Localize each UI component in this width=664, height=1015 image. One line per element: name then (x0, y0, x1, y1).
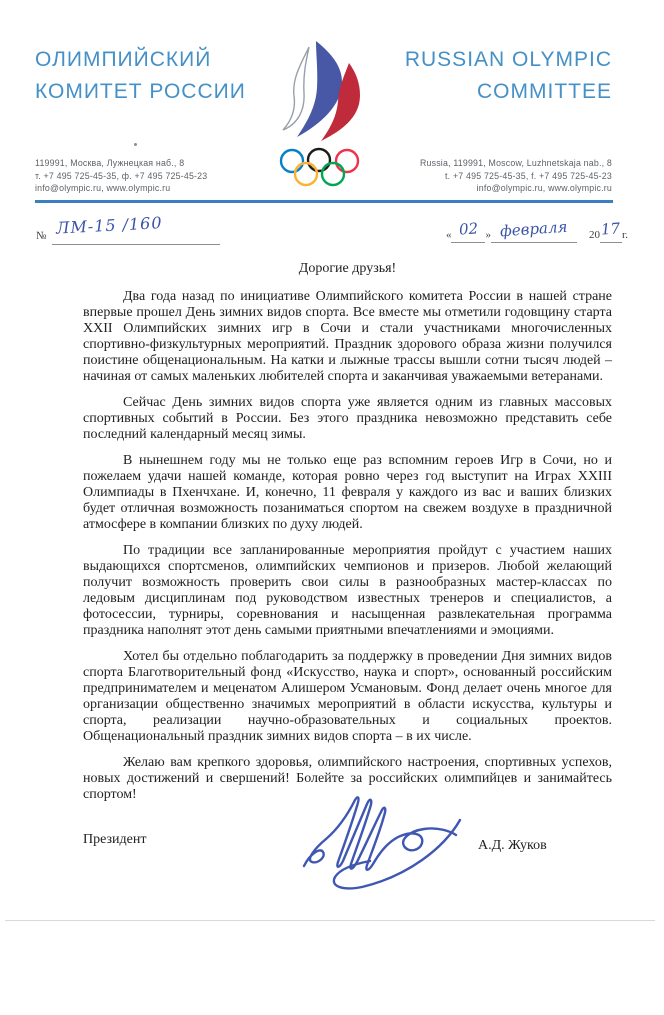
roc-flame-olympic-rings-logo (262, 14, 394, 198)
date-open-quote: « (445, 229, 452, 241)
roc-title-english (405, 44, 612, 108)
salutation: Дорогие друзья! (298, 261, 397, 276)
paragraph-6: Желаю вам крепкого здоровья, олимпийского настроения, спортивных успехов, новых достижений и свершений! Болейте за российских олимпийцев и занимайтесь спортом! (83, 755, 612, 802)
reference-number-line (52, 213, 220, 245)
paragraph-2: Сейчас День зимних видов спорта уже является одним из главных массовых спортивных событий в России. Без этого праздника невозможно представить себе последний календарный месяц зимы. (83, 395, 612, 442)
scan-dot-artifact (134, 143, 137, 146)
date-month-handwritten: февраля (499, 217, 569, 241)
roc-title-russian-line1: ОЛИМПИЙСКИЙ (35, 48, 212, 71)
paragraph-1: Два года назад по инициативе Олимпийского комитета России в нашей стране впервые прошел День зимних видов спорта. Все вместе мы отметили годовщину старта XXII Олимпийских зимних игр в Сочи и стали участниками многочисленных спортивно-физкультурных мероприятий. Праздник здорового образа жизни получился поистине общенациональным. На катки и лыжные трассы вышли сотни тысяч людей – начиная от самых маленьких любителей спорта и заканчивая уважаемыми ветеранами. (83, 289, 612, 384)
address-english-street: Russia, 119991, Moscow, Luzhnetskaja nab., 8 (419, 158, 612, 168)
olympic-rings (281, 149, 358, 185)
ring-blue (281, 150, 303, 172)
address-russian-web: info@olympic.ru, www.olympic.ru (35, 183, 171, 193)
date-year-handwritten: 17 (600, 219, 622, 239)
signature-main-stroke (304, 797, 456, 869)
date-month-line (491, 217, 577, 243)
roc-title-russian (35, 44, 246, 108)
date-day-line (451, 220, 485, 243)
address-russian-phones: т. +7 495 725-45-35, ф. +7 495 725-45-23 (35, 170, 208, 181)
paragraph-3: В нынешнем году мы не только еще раз вспомним героев Игр в Сочи, но и пожелаем удачи нашей команде, которая ровно через год выступит на Играх XXIII Олимпиады в Пхенчхане. И, конечно, 11 февраля у каждого из вас и ваших близких будет отличная возможность позаниматься спортом на свежем воздухе в праздничной атмосфере в компании близких по духу людей. (83, 453, 612, 532)
paragraph-4: По традиции все запланированные мероприятия пройдут с участием наших выдающихся спортсменов, олимпийских чемпионов и призеров. Любой желающий получит возможность проверить свои силы в разнообразных мастер-классах по ледовым дисциплинам под руководством известных тренеров и специалистов, а фотосессии, турниры, соревнования и насыщенная развлекательная программа праздника наполнят этот день самыми приятными впечатлениями и эмоциями. (83, 543, 612, 638)
reference-number-handwritten: ЛМ-15 /160 (55, 213, 163, 238)
letter-body (83, 261, 612, 813)
address-english (420, 157, 612, 195)
date-block (445, 217, 628, 250)
date-close-quote: » (485, 229, 491, 241)
address-russian-street: 119991, Москва, Лужнецкая наб., 8 (35, 158, 185, 168)
signer-name: А.Д. Жуков (478, 838, 547, 853)
ring-yellow (295, 163, 317, 185)
address-english-phones: t. +7 495 725-45-35, f. +7 495 725-45-23 (445, 170, 612, 181)
flame-white-tongue (283, 47, 309, 130)
signer-title: Президент (83, 832, 147, 847)
date-year-suffix: г. (621, 229, 628, 241)
ring-black (308, 149, 330, 171)
ring-green (322, 163, 344, 185)
reference-row (36, 213, 628, 250)
date-year-line (600, 220, 622, 243)
paragraph-5: Хотел бы отдельно поблагодарить за поддержку в проведении Дня зимних видов спорта Благотворительный фонд «Искусство, наука и спорт», основанный российским предпринимателем и меценатом Алишером Усмановым. Фонд делает очень многое для организации общественно значимых мероприятий в области искусства, культуры и спорта, реализации научно-образовательных и социальных проектов. Общенациональный праздник зимних видов спорта – в их числе. (83, 649, 612, 744)
address-russian (35, 157, 207, 195)
scan-edge-line-artifact (5, 920, 655, 921)
reference-number-label: № (36, 230, 47, 242)
handwritten-signature (292, 792, 477, 892)
date-day-handwritten: 02 (458, 219, 479, 239)
roc-title-english-line2: COMMITTEE (477, 80, 612, 103)
letterhead-divider-rule (35, 200, 613, 203)
date-year-prefix: 20 (588, 229, 600, 241)
ring-red (336, 150, 358, 172)
roc-title-english-line1: RUSSIAN OLYMPIC (404, 48, 612, 71)
roc-title-russian-line2: КОМИТЕТ РОССИИ (35, 80, 246, 103)
address-english-web: info@olympic.ru, www.olympic.ru (476, 183, 612, 193)
